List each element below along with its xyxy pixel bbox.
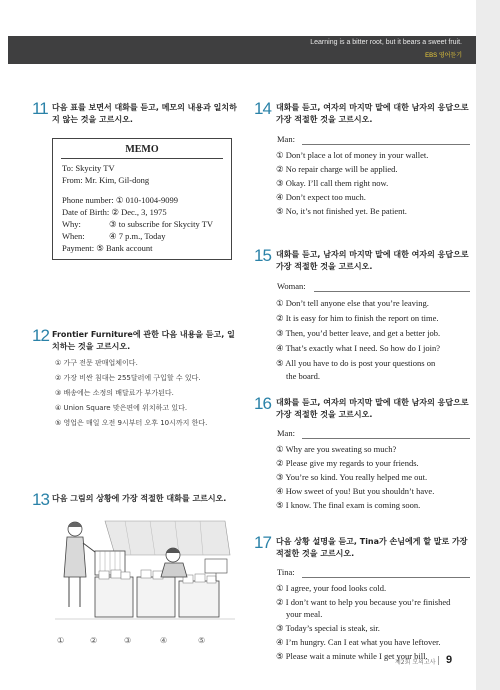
memo-line-birth: Date of Birth: ② Dec., 3, 1975 [62,207,167,217]
q12-option-5[interactable]: ⑤ 영업은 매일 오전 9시부터 오후 10시까지 한다. [55,419,208,427]
q15-option-1[interactable]: ① Don’t tell anyone else that you’re leaving. [276,298,429,308]
q15-answer-line [314,291,470,292]
memo-line-to: To: Skycity TV [62,163,115,173]
q17-option-2[interactable]: ② I don’t want to help you because you’re finished [276,597,451,607]
question-text-12: Frontier Furniture에 관한 다음 내용을 듣고, 일치하는 것을 고르시오. [52,330,235,351]
q14-option-4[interactable]: ④ Don’t expect too much. [276,192,366,202]
header-tagline: Learning is a bitter root, but it bears a sweet fruit. [310,39,462,46]
q17-option-2-continued: your meal. [286,609,323,619]
header-page-label: EBS 영어듣기 [425,53,462,59]
memo-divider [61,158,223,159]
q12-option-4[interactable]: ④ Union Square 맞은편에 위치하고 있다. [55,404,188,412]
header-bar [8,36,476,64]
q16-answer-line [302,438,470,439]
picture-choice-1[interactable]: ① [57,636,65,645]
picture-choice-3[interactable]: ③ [124,636,132,645]
question-text-16: 대화를 듣고, 여자의 마지막 말에 대한 남자의 응답으로 가장 적절한 것을 고르시오. [276,398,469,419]
question-number-11: 11 [32,99,48,118]
question-number-12: 12 [32,326,49,345]
question-number-15: 15 [254,246,271,265]
q14-answer-line [302,144,470,145]
q16-option-5[interactable]: ⑤ I know. The final exam is coming soon. [276,500,421,510]
q16-option-1[interactable]: ① Why are you sweating so much? [276,444,397,454]
question-number-14: 14 [254,99,271,118]
picture-choice-2[interactable]: ② [90,636,98,645]
q17-speaker: Tina: [277,567,295,577]
q17-option-4[interactable]: ④ I’m hungry. Can I eat what you have leftover. [276,637,441,647]
q12-option-3[interactable]: ③ 배송에는 소정의 배달료가 부가된다. [55,389,174,397]
q15-option-4[interactable]: ④ That’s exactly what I need. So how do I join? [276,343,440,353]
q16-option-3[interactable]: ③ You’re so kind. You really helped me out. [276,472,428,482]
picture-choice-4[interactable]: ④ [160,636,168,645]
q17-answer-line [302,577,470,578]
memo-title: MEMO [125,144,159,155]
memo-line-why [62,219,213,230]
question-text-11: 다음 표를 보면서 대화를 듣고, 메모의 내용과 일치하지 않는 것을 고르시오. [52,103,237,124]
q14-option-5[interactable]: ⑤ No, it’s not finished yet. Be patient. [276,206,407,216]
q14-option-3[interactable]: ③ Okay. I’ll call them right now. [276,178,389,188]
shopping-scene-illustration [55,515,235,627]
q17-option-3[interactable]: ③ Today’s special is steak, sir. [276,623,380,633]
page-number: 9 [446,654,453,666]
question-number-13: 13 [32,490,49,509]
question-text-15: 대화를 듣고, 남자의 마지막 말에 대한 여자의 응답으로 가장 적절한 것을 고르시오. [276,250,469,271]
page-edge [476,0,500,690]
memo-when-value: ④ 7 p.m., Today [109,231,166,241]
memo-box [52,138,232,260]
q14-option-1[interactable]: ① Don’t place a lot of money in your wallet. [276,150,429,160]
picture-choice-5[interactable]: ⑤ [198,636,206,645]
q16-option-2[interactable]: ② Please give my regards to your friends. [276,458,419,468]
question-number-17: 17 [254,533,271,552]
question-text-14: 대화를 듣고, 여자의 마지막 말에 대한 남자의 응답으로 가장 적절한 것을 고르시오. [276,103,469,124]
q12-option-2[interactable]: ② 가장 비싼 침대는 255달러에 구입할 수 있다. [55,374,201,382]
memo-when-label: When: [62,231,85,241]
question-text-13: 다음 그림의 상황에 가장 적절한 대화를 고르시오. [52,494,227,503]
memo-line-when [62,231,165,242]
q14-speaker: Man: [277,134,295,144]
q15-speaker: Woman: [277,281,306,291]
q17-option-5[interactable]: ⑤ Please wait a minute while I get your bill. [276,651,428,661]
footer-exam-label: 제2회 모의고사 [395,659,436,666]
memo-line-from: From: Mr. Kim, Gil-dong [62,175,150,185]
question-text-17: 다음 상황 설명을 듣고, Tina가 손님에게 할 말로 가장 적절한 것을 고르시오. [276,537,468,558]
q15-option-2[interactable]: ② It is easy for him to finish the report on time. [276,313,439,323]
q14-option-2[interactable]: ② No repair charge will be applied. [276,164,398,174]
footer-divider [438,656,439,665]
q17-option-1[interactable]: ① I agree, your food looks cold. [276,583,387,593]
q15-option-3[interactable]: ③ Then, you’d better leave, and get a better job. [276,328,441,338]
question-number-16: 16 [254,394,271,413]
q16-speaker: Man: [277,428,295,438]
q15-option-5-continued: the board. [286,371,320,381]
q12-option-1[interactable]: ① 가구 전문 판매업체이다. [55,359,138,367]
q16-option-4[interactable]: ④ How sweet of you! But you shouldn’t have. [276,486,435,496]
memo-why-label: Why: [62,219,81,229]
memo-why-value: ③ to subscribe for Skycity TV [109,219,214,229]
memo-line-phone: Phone number: ① 010-1004-9099 [62,195,178,205]
memo-line-payment: Payment: ⑤ Bank account [62,243,153,253]
q15-option-5[interactable]: ⑤ All you have to do is post your questions on [276,358,436,368]
